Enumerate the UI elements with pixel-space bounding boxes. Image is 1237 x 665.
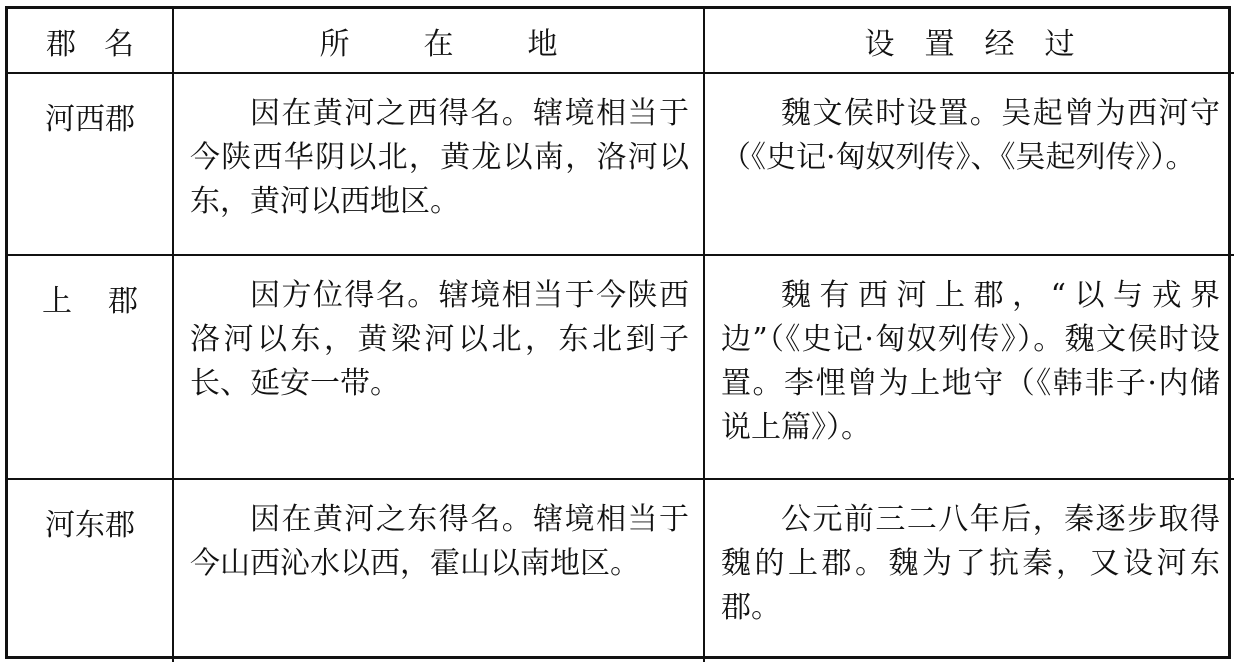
history-text: 魏文侯时设置。吴起曾为西河守（《史记·匈奴列传》、《吴起列传》）。: [721, 96, 1220, 175]
table-header-row: [8, 9, 1234, 73]
location-text: 因在黄河之东得名。辖境相当于今山西沁水以西，霍山以南地区。: [190, 502, 689, 581]
commandery-name-cell: [8, 255, 173, 479]
commandery-name: 河西郡: [45, 102, 135, 137]
history-cell: [704, 479, 1234, 662]
location-cell: [173, 73, 704, 255]
header-location: 所在地: [173, 9, 704, 73]
commandery-name-cell: [8, 73, 173, 255]
table-row: [8, 479, 1234, 662]
commandery-table: [5, 6, 1231, 659]
location-text: 因方位得名。辖境相当于今陕西洛河以东，黄梁河以北，东北到子长、延安一带。: [190, 278, 689, 401]
location-cell: [173, 479, 704, 662]
commandery-name-cell: [8, 479, 173, 662]
commandery-table-grid: [8, 9, 1234, 662]
location-cell: [173, 255, 704, 479]
location-text: 因在黄河之西得名。辖境相当于今陕西华阴以北，黄龙以南，洛河以东，黄河以西地区。: [190, 96, 689, 219]
commandery-name: 上郡: [42, 284, 174, 319]
header-history: 设置经过: [704, 9, 1234, 73]
history-cell: [704, 255, 1234, 479]
table-row: [8, 255, 1234, 479]
history-cell: [704, 73, 1234, 255]
history-text: 魏有西河上郡，“以与戎界边”（《史记·匈奴列传》）。魏文侯时设置。李悝曾为上地守（《韩非子·内储说上篇》）。: [721, 278, 1220, 445]
header-commandery-name: 郡名: [8, 9, 173, 73]
history-text: 公元前三二八年后，秦逐步取得魏的上郡。魏为了抗秦，又设河东郡。: [721, 502, 1220, 625]
table-row: [8, 73, 1234, 255]
commandery-name: 河东郡: [45, 508, 135, 543]
